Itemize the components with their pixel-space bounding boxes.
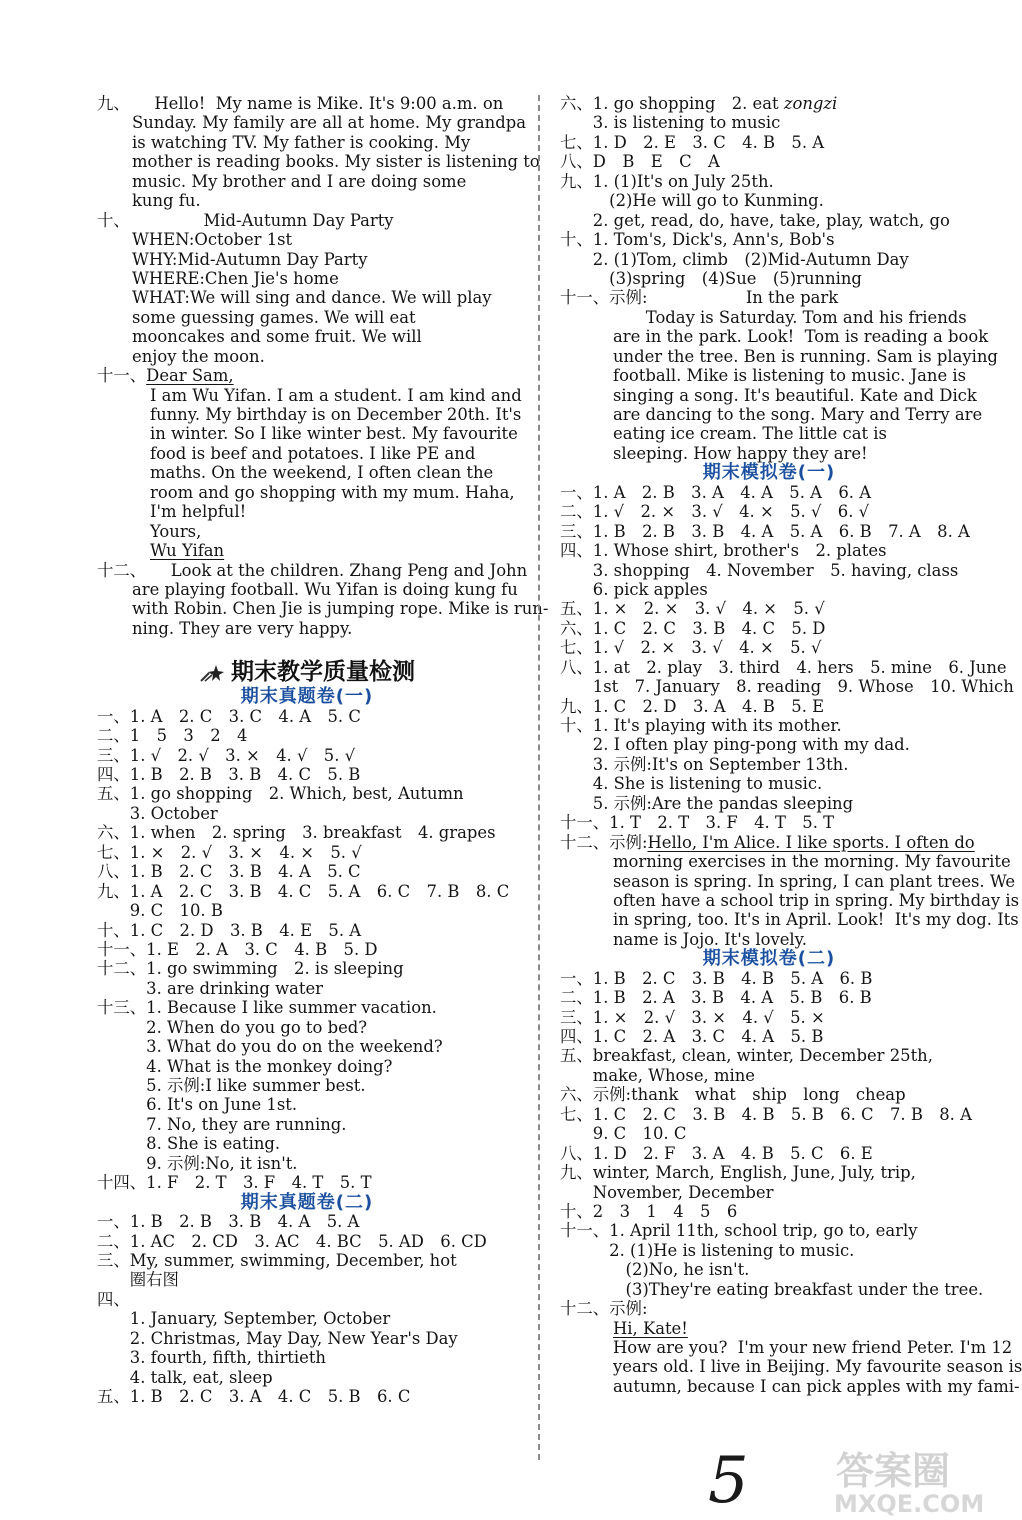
answer-line: in winter. So I like winter best. My favourite	[150, 424, 518, 444]
answer-line: 一、1. A 2. B 3. A 4. A 5. A 6. A	[560, 482, 872, 502]
answer-line: 九、1. A 2. C 3. B 4. C 5. A 6. C 7. B 8. C	[97, 881, 510, 901]
letter-signature: Wu Yifan	[150, 541, 225, 561]
answer-q12-essay	[97, 560, 549, 639]
letter-greeting: Hi, Kate!	[613, 1318, 688, 1338]
answer-line: 圈右图	[97, 1270, 179, 1290]
answer-line: 一、1. B 2. B 3. B 4. A 5. A	[97, 1212, 360, 1232]
answer-line: under the tree. Ben is running. Sam is playing	[613, 346, 998, 366]
answer-line: are playing football. Wu Yifan is doing kung fu	[132, 579, 518, 599]
answer-line: kung fu.	[132, 191, 201, 211]
answer-line: name is Jojo. It's lovely.	[613, 929, 807, 949]
right-column	[560, 94, 1022, 1396]
answer-line: 一、1. A 2. C 3. C 4. A 5. C	[97, 706, 361, 726]
answer-line: in spring, too. It's in April. Look! It's my dog. Its	[613, 910, 1019, 930]
answer-line: food is beef and potatoes. I like PE and	[150, 443, 476, 463]
answer-line: some guessing games. We will eat	[132, 307, 416, 327]
answer-q11-heading: 十一、示例: In the park	[560, 288, 839, 308]
answer-line: WHEN:October 1st	[132, 230, 293, 250]
answer-line: music. My brother and I are doing some	[132, 171, 467, 191]
answer-line: 2. When do you go to bed?	[97, 1017, 368, 1037]
answer-line: 五、breakfast, clean, winter, December 25th,	[560, 1046, 933, 1066]
answer-line: 6. pick apples	[560, 579, 708, 599]
answer-line: 十、1. Tom's, Dick's, Ann's, Bob's	[560, 230, 835, 250]
answer-line: 2. (1)He is listening to music.	[560, 1240, 855, 1260]
answer-line: 四、1. C 2. A 3. C 4. A 5. B	[560, 1027, 824, 1046]
answer-line: 8. She is eating.	[97, 1134, 281, 1154]
answer-line: 七、1. C 2. C 3. B 4. B 5. B 6. C 7. B 8. A	[560, 1104, 972, 1124]
answer-line: 六、1. go shopping 2. eat zongzi	[560, 94, 838, 113]
answer-line: with Robin. Chen Jie is jumping rope. Mike is run-	[132, 599, 549, 619]
answer-line: maths. On the weekend, I often clean the	[150, 463, 494, 483]
answer-line: years old. I live in Beijing. My favourite season is	[613, 1357, 1022, 1377]
answer-line: 六、1. C 2. C 3. B 4. C 5. D	[560, 618, 826, 638]
answer-line: 三、My, summer, swimming, December, hot	[97, 1250, 457, 1270]
answer-line: 四、1. Whose shirt, brother's 2. plates	[560, 541, 887, 561]
answer-q10-party-notice	[97, 211, 517, 367]
section-title: 期末教学质量检测	[97, 648, 517, 687]
exam1-title: 期末真题卷(一)	[240, 686, 374, 708]
answer-line: WHAT:We will sing and dance. We will play	[132, 288, 492, 308]
answer-line: are in the park. Look! Tom is reading a book	[613, 327, 989, 347]
exam1-answers	[97, 707, 517, 1193]
answer-line: morning exercises in the morning. My favourite	[613, 852, 1011, 872]
answer-line: 七、1. √ 2. × 3. √ 4. × 5. √	[560, 638, 822, 658]
sparkle-icon	[199, 663, 227, 683]
answer-line: (3)spring (4)Sue (5)running	[560, 268, 862, 288]
mock1-answers	[560, 482, 1014, 833]
answer-line: 3. are drinking water	[97, 978, 324, 998]
answer-line: 六、1. when 2. spring 3. breakfast 4. grapes	[97, 823, 496, 843]
answer-q11-letter	[97, 385, 522, 542]
answer-line: enjoy the moon.	[132, 346, 265, 366]
answer-line: 十、1. It's playing with its mother.	[560, 716, 842, 735]
answer-line: I'm helpful!	[150, 502, 247, 522]
answer-line: 3. is listening to music	[560, 113, 781, 133]
answer-line: 3. fourth, fifth, thirtieth	[97, 1348, 326, 1368]
answer-line: 二、1. AC 2. CD 3. AC 4. BC 5. AD 6. CD	[97, 1231, 487, 1251]
answer-line: 4. talk, eat, sleep	[97, 1367, 273, 1387]
answer-line: 三、1. B 2. B 3. B 4. A 5. A 6. B 7. A 8. A	[560, 521, 970, 541]
answer-line: are dancing to the song. Mary and Terry are	[613, 405, 983, 424]
answer-line: WHERE:Chen Jie's home	[132, 268, 339, 288]
answer-line: 三、1. × 2. √ 3. × 4. √ 5. ×	[560, 1007, 825, 1027]
answer-line: I am Wu Yifan. I am a student. I am kind and	[150, 385, 522, 405]
answer-line: 2. get, read, do, have, take, play, watch, go	[560, 210, 950, 230]
answer-line: 十一、1. April 11th, school trip, go to, early	[560, 1221, 918, 1241]
answer-line: season is spring. In spring, I can plant trees. We	[613, 871, 1016, 891]
answer-line: 八、D B E C A	[560, 152, 720, 172]
answer-line: 七、1. × 2. √ 3. × 4. × 5. √	[97, 842, 362, 862]
answer-line: ning. They are very happy.	[132, 618, 353, 638]
answer-line: 九、1. C 2. D 3. A 4. B 5. E	[560, 696, 825, 716]
answer-line: 二、1. B 2. A 3. B 4. A 5. B 6. B	[560, 988, 872, 1008]
answer-line: (2)He will go to Kunming.	[560, 191, 824, 211]
answer-line: mother is reading books. My sister is listening to	[132, 152, 540, 172]
answer-line: How are you? I'm your new friend Peter. I'm 12	[613, 1338, 1013, 1357]
answer-line: Yours,	[150, 521, 202, 541]
letter-greeting: Dear Sam,	[146, 366, 234, 386]
mock2-title: 期末模拟卷(二)	[702, 948, 836, 970]
answer-line: 九、 Hello! My name is Mike. It's 9:00 a.m. on	[97, 94, 504, 113]
answer-line: 十二、示例:	[560, 1299, 648, 1319]
answer-line: 6. It's on June 1st.	[97, 1095, 298, 1115]
answer-line: often have a school trip in spring. My birthday is	[613, 890, 1019, 910]
answer-q11-heading: 十一、Dear Sam,	[97, 366, 234, 386]
answer-line: 9. C 10. B	[97, 901, 223, 921]
mock1-q12-essay	[560, 852, 1019, 949]
answer-line: 十、2 3 1 4 5 6	[560, 1201, 738, 1221]
answer-line: 十四、1. F 2. T 3. F 4. T 5. T	[97, 1173, 372, 1193]
answer-line: WHY:Mid-Autumn Day Party	[132, 249, 368, 269]
answer-line: 4. What is the monkey doing?	[97, 1056, 393, 1076]
answer-q11-essay	[560, 307, 998, 464]
answer-line: room and go shopping with my mum. Haha,	[150, 482, 515, 502]
answer-line: 3. October	[97, 803, 218, 823]
left-column	[97, 94, 549, 1406]
answer-line: 5. 示例:I like summer best.	[97, 1076, 366, 1095]
answer-line: make, Whose, mine	[560, 1065, 755, 1085]
answer-line: 一、1. B 2. C 3. B 4. B 5. A 6. B	[560, 968, 873, 988]
watermark-logo	[826, 1440, 996, 1516]
answer-line: 5. 示例:Are the pandas sleeping	[560, 793, 854, 813]
answer-line: 八、1. D 2. F 3. A 4. B 5. C 6. E	[560, 1143, 873, 1163]
answer-line: 八、1. B 2. C 3. B 4. A 5. C	[97, 862, 361, 882]
answer-line: 十一、1. T 2. T 3. F 4. T 5. T	[560, 813, 835, 833]
answer-line: 十、 Mid-Autumn Day Party	[97, 210, 394, 230]
answer-line: 二、1 5 3 2 4	[97, 726, 248, 746]
answer-line: 九、1. (1)It's on July 25th.	[560, 171, 774, 191]
answer-line: 十三、1. Because I like summer vacation.	[97, 998, 437, 1018]
answer-line: 五、1. go shopping 2. Which, best, Autumn	[97, 784, 464, 804]
column-divider	[538, 95, 540, 1460]
answer-line: 4. She is listening to music.	[560, 774, 823, 794]
mock2-q12-letter	[560, 1338, 1022, 1396]
answer-line: singing a song. It's beautiful. Kate and Dick	[613, 385, 977, 405]
answer-line: Sunday. My family are all at home. My grandpa	[132, 113, 526, 133]
handwritten-page-number	[700, 1440, 760, 1520]
answer-line: 2. (1)Tom, climb (2)Mid-Autumn Day	[560, 249, 909, 269]
answer-line: 二、1. √ 2. × 3. √ 4. × 5. √ 6. √	[560, 502, 870, 522]
answer-line: autumn, because I can pick apples with my fami-	[613, 1376, 1020, 1396]
answer-line: 3. 示例:It's on September 13th.	[560, 754, 849, 774]
answer-line: funny. My birthday is on December 20th. It's	[150, 405, 522, 424]
answer-line: 九、winter, March, English, June, July, trip,	[560, 1163, 916, 1183]
answer-line: football. Mike is listening to music. Jane is	[613, 366, 967, 386]
mock1-q12-heading: 十二、示例:Hello, I'm Alice. I like sports. I often do	[560, 832, 975, 852]
answer-line: eating ice cream. The little cat is	[613, 424, 887, 444]
answer-line: November, December	[560, 1182, 774, 1202]
answer-line: sleeping. How happy they are!	[613, 443, 868, 463]
answer-line: 三、1. √ 2. √ 3. × 4. √ 5. √	[97, 745, 356, 765]
exam2-title: 期末真题卷(二)	[240, 1191, 374, 1213]
answer-line: Today is Saturday. Tom and his friends	[613, 307, 967, 327]
page-number-text: 5	[708, 1444, 749, 1518]
answer-line: 十二、1. go swimming 2. is sleeping	[97, 959, 404, 979]
answer-line: 2. I often play ping-pong with my dad.	[560, 735, 910, 755]
answer-line: 八、1. at 2. play 3. third 4. hers 5. mine 6. June	[560, 657, 1007, 677]
right-top-answers	[560, 113, 978, 288]
answer-line: 9. C 10. C	[560, 1124, 687, 1144]
answer-line: 3. What do you do on the weekend?	[97, 1037, 443, 1057]
watermark-logo-text: 答案圈	[836, 1449, 951, 1493]
exam2-answers	[97, 1212, 517, 1406]
answer-line: 四、	[97, 1289, 130, 1309]
answer-line: is watching TV. My father is cooking. My	[132, 132, 471, 152]
answer-line: 十一、1. E 2. A 3. C 4. B 5. D	[97, 939, 378, 959]
mock1-title: 期末模拟卷(一)	[702, 462, 836, 484]
mock2-answers	[560, 968, 984, 1319]
answer-line: 十、1. C 2. D 3. B 4. E 5. A	[97, 920, 362, 940]
answer-q9-essay	[97, 94, 540, 211]
answer-line: 五、1. × 2. × 3. √ 4. × 5. √	[560, 599, 825, 619]
answer-line: 3. shopping 4. November 5. having, class	[560, 560, 959, 580]
answer-line: 2. Christmas, May Day, New Year's Day	[97, 1328, 458, 1348]
watermark-url: MXQE.COM	[834, 1490, 985, 1518]
answer-line: 五、1. B 2. C 3. A 4. C 5. B 6. C	[97, 1387, 411, 1406]
answer-line: 十二、 Look at the children. Zhang Peng and John	[97, 560, 528, 580]
answer-line: (3)They're eating breakfast under the tree.	[560, 1279, 984, 1299]
answer-line: 四、1. B 2. B 3. B 4. C 5. B	[97, 765, 361, 784]
answer-line: 六、示例:thank what ship long cheap	[560, 1085, 906, 1105]
answer-line: 7. No, they are running.	[97, 1114, 347, 1134]
answer-line: mooncakes and some fruit. We will	[132, 327, 422, 347]
answer-line: 9. 示例:No, it isn't.	[97, 1153, 298, 1173]
answer-line: 1st 7. January 8. reading 9. Whose 10. Which	[560, 677, 1014, 697]
answer-line: 七、1. D 2. E 3. C 4. B 5. A	[560, 132, 825, 152]
answer-line: 1. January, September, October	[97, 1309, 391, 1329]
answer-line: (2)No, he isn't.	[560, 1260, 750, 1280]
